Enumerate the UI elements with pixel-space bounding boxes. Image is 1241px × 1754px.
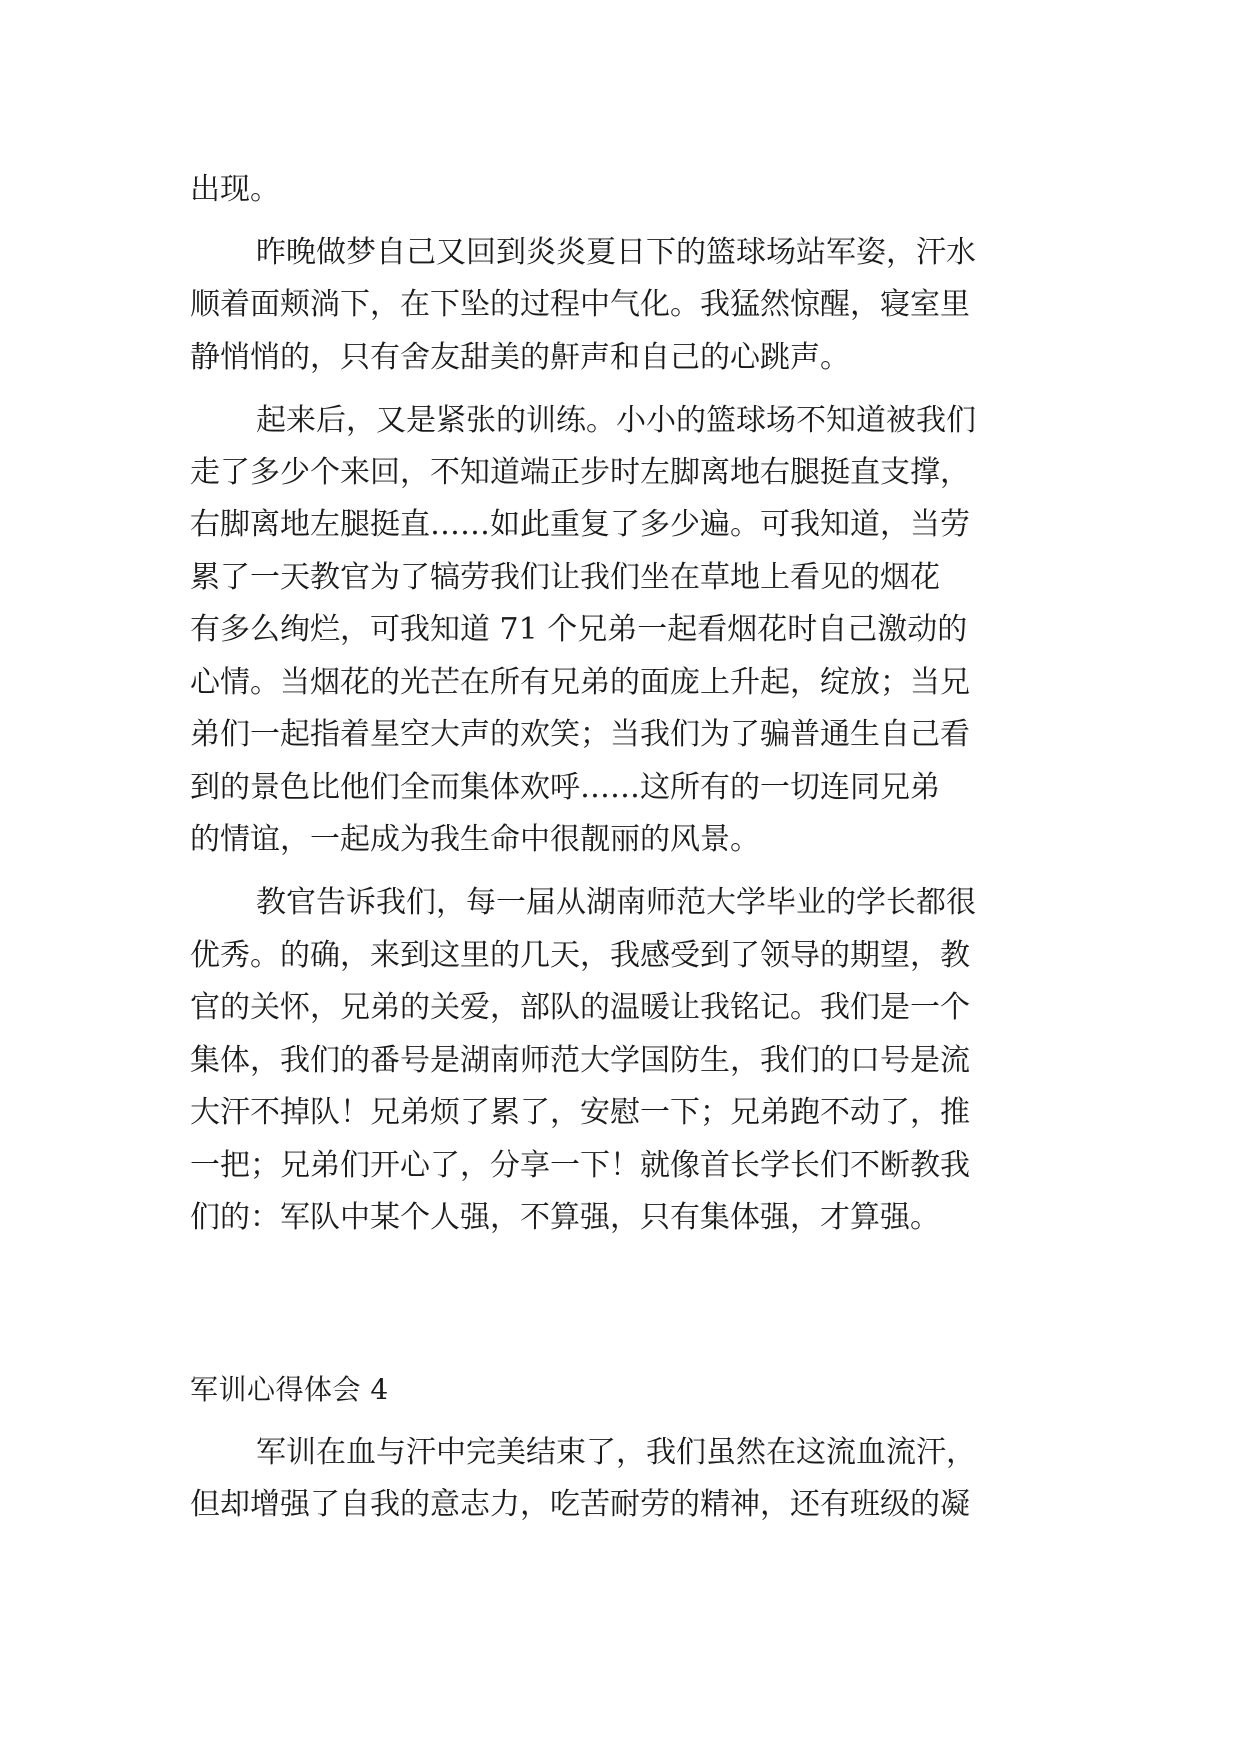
text-line: 优秀。的确，来到这里的几天，我感受到了领导的期望，教 (190, 938, 970, 973)
text-line: 走了多少个来回，不知道端正步时左脚离地右腿挺直支撑， (190, 455, 970, 490)
text-line: 静悄悄的，只有舍友甜美的鼾声和自己的心跳声。 (190, 340, 850, 375)
text-line: 们的：军队中某个人强，不算强，只有集体强，才算强。 (190, 1200, 940, 1235)
text-line: 但却增强了自我的意志力，吃苦耐劳的精神，还有班级的凝 (190, 1487, 970, 1522)
text-line: 有多么绚烂，可我知道 71 个兄弟一起看烟花时自己激动的 (190, 612, 968, 647)
text-line: 一把；兄弟们开心了，分享一下！就像首长学长们不断教我 (190, 1148, 970, 1183)
text-line: 的情谊，一起成为我生命中很靓丽的风景。 (190, 822, 760, 857)
paragraph-first-line: 军训在血与汗中完美结束了，我们虽然在这流血流汗， (256, 1435, 976, 1470)
text-line: 右脚离地左腿挺直……如此重复了多少遍。可我知道，当劳 (190, 507, 970, 542)
section-heading: 军训心得体会 4 (190, 1373, 389, 1406)
text-line: 累了一天教官为了犒劳我们让我们坐在草地上看见的烟花 (190, 560, 940, 595)
text-line: 顺着面颊淌下，在下坠的过程中气化。我猛然惊醒，寝室里 (190, 287, 970, 322)
text-line: 到的景色比他们全而集体欢呼……这所有的一切连同兄弟 (190, 770, 940, 805)
text-line: 官的关怀，兄弟的关爱，部队的温暖让我铭记。我们是一个 (190, 990, 970, 1025)
text-line: 大汗不掉队！兄弟烦了累了，安慰一下；兄弟跑不动了，推 (190, 1095, 970, 1130)
text-line: 集体，我们的番号是湖南师范大学国防生，我们的口号是流 (190, 1043, 970, 1078)
paragraph-first-line: 起来后，又是紧张的训练。小小的篮球场不知道被我们 (256, 403, 976, 438)
text-line: 弟们一起指着星空大声的欢笑；当我们为了骗普通生自己看 (190, 717, 970, 752)
text-line: 心情。当烟花的光芒在所有兄弟的面庞上升起，绽放；当兄 (190, 665, 970, 700)
paragraph-first-line: 昨晚做梦自己又回到炎炎夏日下的篮球场站军姿，汗水 (256, 235, 976, 270)
paragraph-first-line: 教官告诉我们，每一届从湖南师范大学毕业的学长都很 (256, 885, 976, 920)
text-line: 出现。 (190, 172, 280, 207)
